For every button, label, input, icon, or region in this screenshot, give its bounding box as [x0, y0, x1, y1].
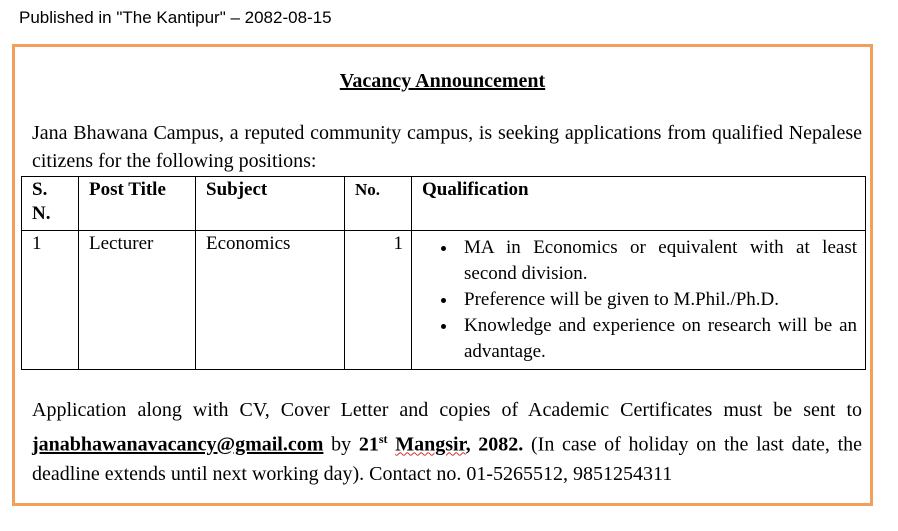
header-sn: S. N.	[22, 177, 79, 231]
published-caption: Published in "The Kantipur" – 2082-08-15	[19, 8, 332, 27]
cell-sn: 1	[22, 231, 79, 370]
cell-subject: Economics	[196, 231, 345, 370]
header-post-title: Post Title	[79, 177, 196, 231]
table-header-row	[22, 177, 866, 231]
cell-no: 1	[345, 231, 412, 370]
closing-text: Application along with CV, Cover Letter and copies of Academic Certificates must be sent to	[32, 399, 862, 421]
email-link[interactable]: janabhawanavacancy@gmail.com	[32, 433, 324, 456]
deadline-day: 21	[358, 433, 379, 456]
notice-frame	[12, 44, 873, 506]
deadline-year: , 2082.	[465, 433, 524, 456]
qualification-list	[422, 235, 857, 365]
closing-rest: (In case of holiday on the last date, the deadline extends until next working day). Contact no. 01-5265512, 9851254311	[32, 433, 863, 485]
vacancy-table	[21, 176, 866, 370]
by-text: by	[323, 433, 359, 456]
notice-title: Vacancy Announcement	[339, 70, 546, 92]
qualification-item: • MA in Economics or equivalent with at least second division.	[458, 235, 857, 287]
cell-post-title: Lecturer	[79, 231, 196, 370]
header-qualification: Qualification	[412, 177, 866, 231]
deadline-month: Mangsir	[395, 433, 466, 456]
qualification-item: • Knowledge and experience on research will be an advantage.	[458, 313, 857, 365]
header-no: No.	[345, 177, 412, 231]
qualification-item: • Preference will be given to M.Phil./Ph.D.	[458, 287, 857, 313]
deadline-day-suffix: st	[378, 432, 388, 446]
table-row	[22, 231, 866, 370]
header-subject: Subject	[196, 177, 345, 231]
closing-paragraph	[32, 396, 862, 489]
cell-qualification	[412, 231, 866, 370]
intro-paragraph: Jana Bhawana Campus, a reputed community campus, is seeking applications from qualified Nepalese citizens for the following positions:	[32, 122, 862, 172]
